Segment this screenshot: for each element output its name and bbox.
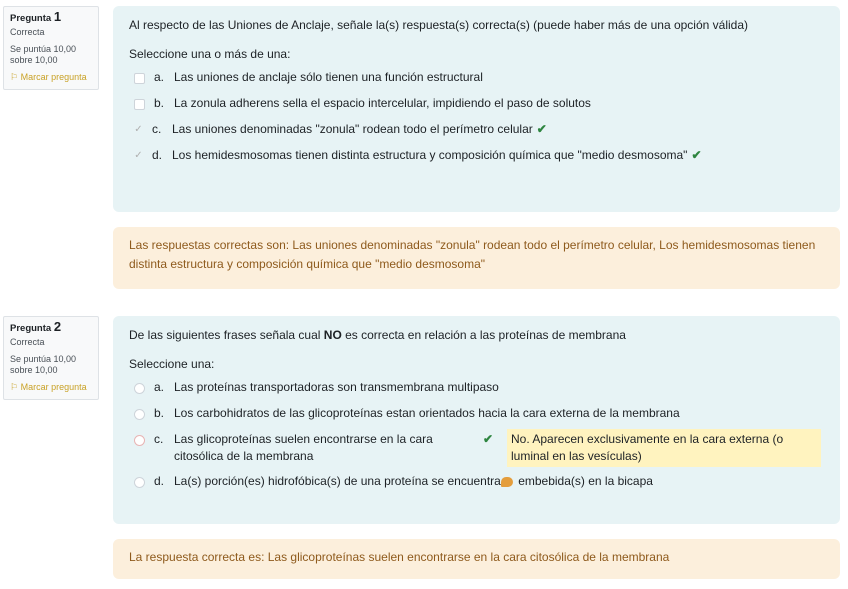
question-2-number: Pregunta 2 — [10, 319, 62, 334]
correct-check-icon: ✔ — [691, 148, 702, 162]
answer-option-b[interactable]: b. Los carbohidratos de las glicoproteínas estan orientados hacia la cara externa de la membrana — [129, 405, 824, 422]
question-2-flag-button[interactable]: ⚐ Marcar pregunta — [10, 382, 87, 392]
answer-option-c[interactable]: c. Las glicoproteínas suelen encontrarse en la cara citosólica de la membrana ✔ No. Aparecen exclusivamente en la cara externa (o luminal en las vesículas) — [129, 431, 824, 465]
checkbox-checked[interactable]: ✓ — [134, 150, 143, 161]
question-1-info — [3, 6, 99, 90]
answer-option-d[interactable]: d. La(s) porción(es) hidrofóbica(s) de una proteína se encuentra embebida(s) en la bicapa — [129, 473, 824, 490]
answer-option-a[interactable]: a. Las proteínas transportadoras son transmembrana multipaso — [129, 379, 824, 396]
radio-button[interactable] — [134, 477, 145, 488]
question-2-prompt: Seleccione una: — [129, 357, 215, 371]
answer-option-b[interactable]: b. La zonula adherens sella el espacio intercelular, impidiendo el paso de solutos — [129, 95, 824, 112]
question-1-state: Correcta — [10, 27, 45, 37]
answer-feedback: No. Aparecen exclusivamente en la cara externa (o luminal en las vesículas) — [507, 429, 821, 467]
question-2-state: Correcta — [10, 337, 45, 347]
comment-icon[interactable] — [501, 477, 513, 487]
answer-option-c[interactable]: ✓ c. Las uniones denominadas "zonula" rodean todo el perímetro celular ✔ — [134, 122, 547, 136]
question-1-prompt: Seleccione una o más de una: — [129, 47, 291, 61]
question-2-formulation — [113, 316, 840, 524]
question-2-right-answer: La respuesta correcta es: Las glicoproteínas suelen encontrarse en la cara citosólica de la membrana — [113, 539, 840, 579]
radio-button-selected[interactable] — [134, 435, 145, 446]
answer-option-a[interactable]: a. Las uniones de anclaje sólo tienen una función estructural — [129, 69, 824, 86]
question-1-formulation — [113, 6, 840, 212]
question-2-grade: Se puntúa 10,00 sobre 10,00 — [10, 354, 77, 375]
radio-button[interactable] — [134, 409, 145, 420]
checkbox[interactable] — [134, 99, 145, 110]
question-2-text: De las siguientes frases señala cual NO es correcta en relación a las proteínas de membrana — [129, 328, 626, 342]
checkbox-checked[interactable]: ✓ — [134, 124, 143, 135]
question-1-number: Pregunta 1 — [10, 9, 62, 24]
radio-button[interactable] — [134, 383, 145, 394]
question-1-grade: Se puntúa 10,00 sobre 10,00 — [10, 44, 77, 65]
correct-check-icon: ✔ — [536, 122, 547, 136]
answer-option-d[interactable]: ✓ d. Los hemidesmosomas tienen distinta estructura y composición química que "medio desmosoma" ✔ — [134, 148, 702, 162]
question-2-info — [3, 316, 99, 400]
question-1-text: Al respecto de las Uniones de Anclaje, señale la(s) respuesta(s) correcta(s) (puede haber más de una opción válida) — [129, 18, 748, 32]
question-1-right-answer: Las respuestas correctas son: Las uniones denominadas "zonula" rodean todo el perímetro celular, Los hemidesmosomas tienen distinta estructura y composición química que "medio desmosoma" — [113, 227, 840, 289]
question-1-flag-button[interactable]: ⚐ Marcar pregunta — [10, 72, 87, 82]
checkbox[interactable] — [134, 73, 145, 84]
flag-icon: ⚐ — [10, 382, 19, 392]
correct-check-icon: ✔ — [483, 432, 494, 446]
flag-icon: ⚐ — [10, 72, 19, 82]
